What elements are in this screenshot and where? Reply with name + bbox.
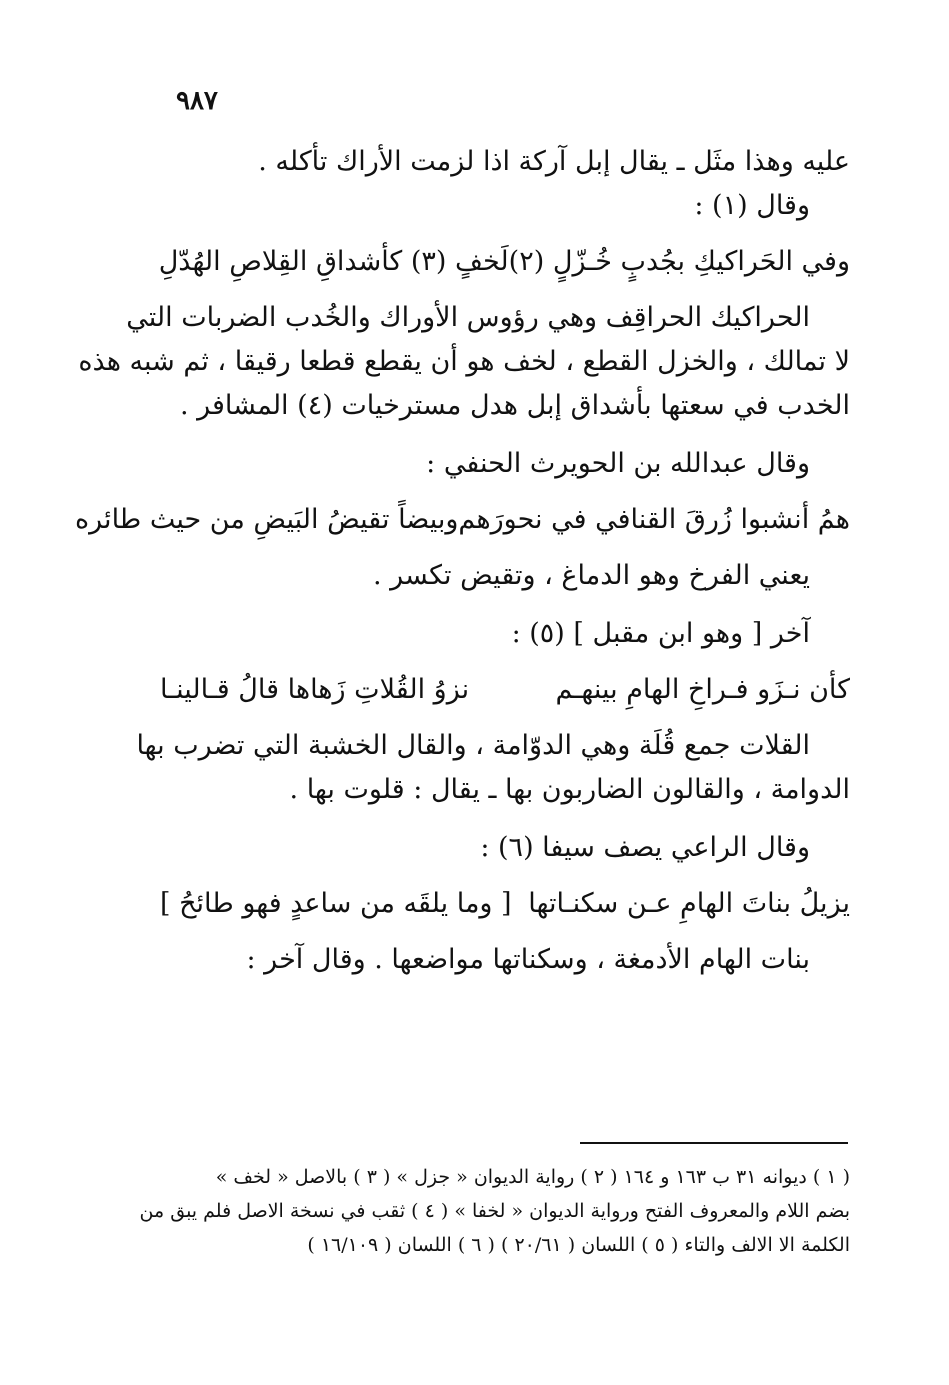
verse-introduction: وقال عبدالله بن الحويرث الحنفي : <box>426 448 810 479</box>
verse-line <box>160 882 850 926</box>
text-line: القلات جمع قُلَة وهي الدوّامة ، والقال الخشبة التي تضرب بها <box>136 730 810 761</box>
verse-second-hemistich: وبيضاً تقيضُ البَيضِ من حيث طائره <box>75 504 459 535</box>
page-number: ٩٨٧ <box>176 86 218 116</box>
footnote-line: الكلمة الا الالف والتاء ( ٥ ) اللسان ( ٢٠/٦١ ) ( ٦ ) اللسان ( ١٦/١٠٩ ) <box>307 1234 850 1256</box>
footnote-separator <box>580 1142 848 1144</box>
verse-introduction: آخر [ وهو ابن مقبل ] (٥) : <box>511 618 810 649</box>
text-line: الخدب في سعتها بأشداق إبل هدل مسترخيات (٤) المشافر . <box>179 390 850 421</box>
text-line: بنات الهام الأدمغة ، وسكناتها مواضعها . وقال آخر : <box>246 944 810 975</box>
main-text <box>75 140 850 982</box>
verse-line <box>160 668 850 712</box>
verse-first-hemistich: كأن نـزَو فـراخِ الهامِ بينهـم <box>555 674 850 705</box>
verse-first-hemistich: وفي الحَراكيكِ بجُدبٍ خُـزّلٍ (٢) <box>508 246 850 277</box>
footnote-line: ( ١ ) ديوانه ٣١ ب ١٦٣ و ١٦٤ ( ٢ ) رواية الديوان « جزل » ( ٣ ) بالاصل « لخف » <box>215 1166 850 1188</box>
text-line: عليه وهذا مثَل ـ يقال إبل آركة اذا لزمت الأراك تأكله . <box>258 146 850 177</box>
text-line: الحراكيك الحراقِف وهي رؤوس الأوراك والخُدب الضربات التي <box>126 302 810 333</box>
verse-second-hemistich: نزوُ القُلاتِ زَهاها قالُ قـالينـا <box>160 674 470 705</box>
verse-line <box>160 240 850 284</box>
footnote-line: بضم اللام والمعروف الفتح ورواية الديوان « لخفا » ( ٤ ) ثقب في نسخة الاصل فلم يبق من <box>139 1200 850 1222</box>
verse-second-hemistich: لَخفٍ (٣) كأشداقِ القِلاصِ الهُدّلِ <box>158 246 509 277</box>
verse-first-hemistich: يزيلُ بناتَ الهامِ عـن سكنـاتها <box>528 888 850 919</box>
verse-introduction: وقال الراعي يصف سيفا (٦) : <box>480 832 810 863</box>
footnotes <box>139 1160 850 1262</box>
text-line: الدوامة ، والقالون الضاربون بها ـ يقال : قلوت بها . <box>289 774 850 805</box>
text-line: يعني الفرخ وهو الدماغ ، وتقيض تكسر . <box>372 560 810 591</box>
text-line: لا تمالك ، والخزل القطع ، لخف هو أن يقطع قطعا رقيقا ، ثم شبه هذه <box>78 346 850 377</box>
verse-first-hemistich: همُ أنشبوا زُرقَ القنافي في نحورَهم <box>458 504 850 535</box>
verse-second-hemistich: [ وما يلقَه من ساعدٍ فهو طائحُ ] <box>160 888 512 919</box>
verse-introduction: وقال (١) : <box>694 190 810 221</box>
verse-line <box>75 498 850 542</box>
